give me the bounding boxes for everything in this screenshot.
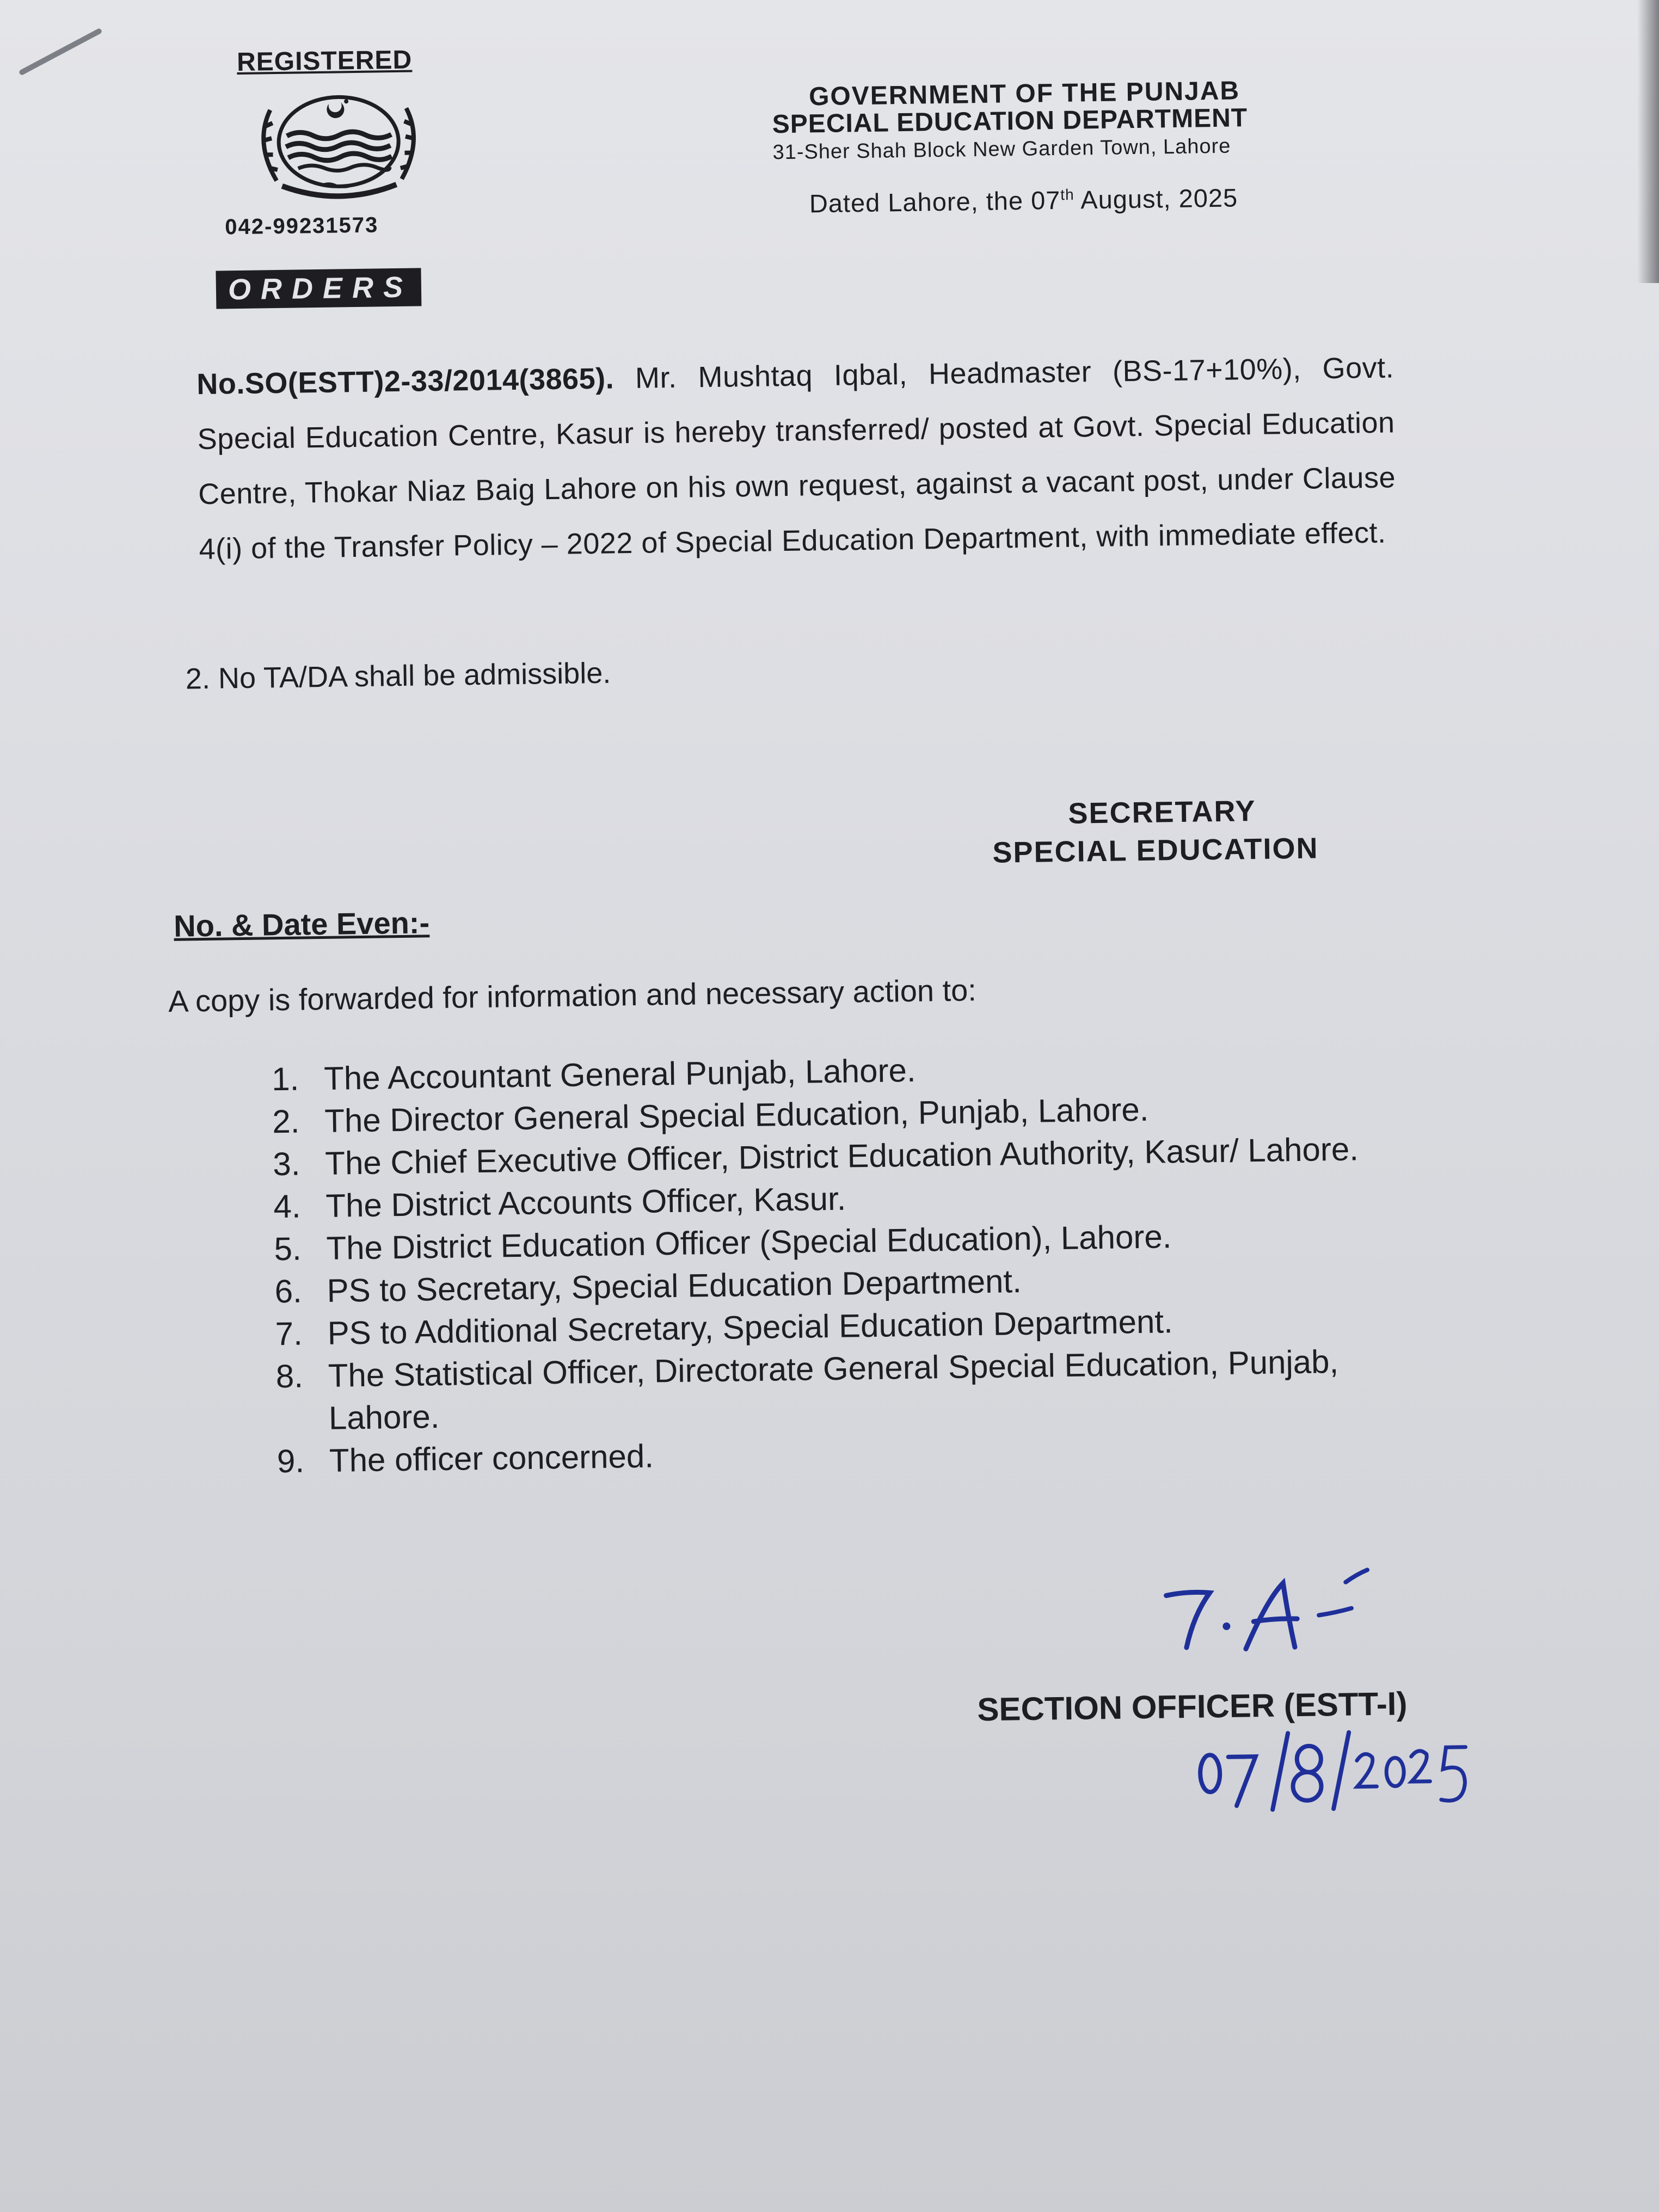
order-body-text: Mr. Mushtaq Iqbal, Headmaster (BS-17+10%), Govt. Special Education Centre, Kasur is hereby transferred/ posted at Govt. Special Education Centre, Thokar Niaz Baig Lahore on his own request, against a vacant post, under Clause 4(i) of the Transfer Policy – 2022 of Special Education Department, with immediate effect. xyxy=(197,351,1396,566)
list-item-number: 9. xyxy=(276,1442,305,1480)
department-address: 31-Sher Shah Block New Garden Town, Lahore xyxy=(772,134,1231,164)
recipients-list xyxy=(272,1042,1421,1483)
registered-label: REGISTERED xyxy=(236,45,413,77)
list-item-text: The Accountant General Punjab, Lahore. xyxy=(323,1052,916,1097)
dated-ordinal: th xyxy=(1060,186,1074,204)
list-item-text: The Chief Executive Officer, District Education Authority, Kasur/ Lahore. xyxy=(324,1130,1359,1182)
list-item-text: The District Education Officer (Special Education), Lahore. xyxy=(326,1218,1172,1267)
orders-badge: ORDERS xyxy=(216,268,421,309)
list-item-text: The officer concerned. xyxy=(329,1437,654,1479)
department-heading: SPECIAL EDUCATION DEPARTMENT xyxy=(772,103,1248,139)
phone-number: 042-99231573 xyxy=(225,213,379,239)
copy-heading: No. & Date Even:- xyxy=(173,905,430,943)
list-item-number: 1. xyxy=(271,1060,299,1098)
dated-suffix: August, 2025 xyxy=(1074,183,1238,214)
list-item-number: 7. xyxy=(275,1315,303,1353)
list-item-number: 8. xyxy=(275,1357,304,1395)
list-item-number: 6. xyxy=(274,1273,303,1310)
punjab-government-seal xyxy=(237,86,440,214)
copy-intro: A copy is forwarded for information and necessary action to: xyxy=(168,973,977,1018)
section-officer-title: SECTION OFFICER (ESTT-I) xyxy=(977,1685,1408,1728)
order-paragraph xyxy=(196,340,1397,577)
list-item-number: 5. xyxy=(274,1230,302,1268)
handwritten-initials xyxy=(1155,1560,1385,1656)
dated-line xyxy=(809,182,1238,218)
handwritten-date xyxy=(1190,1728,1474,1813)
order-reference-number: No.SO(ESTT)2-33/2014(3865). xyxy=(196,362,615,401)
list-item-text: The District Accounts Officer, Kasur. xyxy=(325,1180,846,1224)
list-item-text: The Director General Special Education, Punjab, Lahore. xyxy=(324,1091,1149,1139)
list-item-number: 3. xyxy=(272,1145,300,1183)
signatory-department: SPECIAL EDUCATION xyxy=(992,832,1319,869)
list-item-text: The Statistical Officer, Directorate General Special Education, Punjab, Lahore. xyxy=(328,1343,1339,1436)
signatory-title: SECRETARY xyxy=(1068,795,1256,830)
list-item-number: 2. xyxy=(272,1103,300,1140)
list-item-text: PS to Additional Secretary, Special Education Department. xyxy=(327,1303,1173,1351)
government-heading: GOVERNMENT OF THE PUNJAB xyxy=(808,76,1240,112)
dated-prefix: Dated Lahore, the 07 xyxy=(809,185,1061,218)
list-item xyxy=(275,1340,1396,1441)
order-paragraph-2: 2. No TA/DA shall be admissible. xyxy=(185,656,611,696)
list-item-text: PS to Secretary, Special Education Department. xyxy=(327,1263,1022,1309)
list-item-number: 4. xyxy=(273,1188,301,1225)
